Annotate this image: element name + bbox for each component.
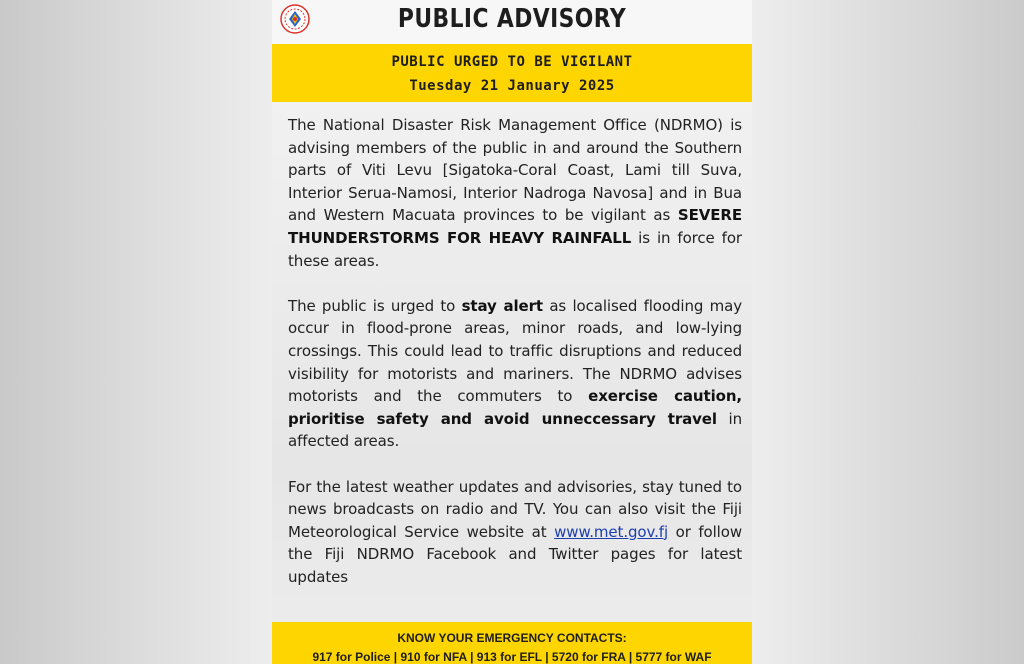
page-title: PUBLIC ADVISORY [397, 4, 627, 34]
paragraph-updates [288, 476, 742, 589]
paragraph2-text: The public is urged to [288, 296, 462, 315]
advisory-body [288, 114, 742, 611]
headline: PUBLIC URGED TO BE VIGILANT [391, 54, 633, 70]
advisory-header [272, 0, 752, 44]
advisory-date: Tuesday 21 January 2025 [409, 78, 615, 94]
warning-highlight: SEVERE THUNDERSTORMS FOR HEAVY RAINFALL [288, 206, 742, 247]
paragraph3-text: For the latest weather updates and advisories, stay tuned to news broadcasts on radio and TV. You can also visit the Fiji Meteorological Service website at [288, 477, 742, 541]
met-website-link[interactable]: www.met.gov.fj [554, 522, 669, 541]
headline-banner [272, 44, 752, 102]
contacts-heading: KNOW YOUR EMERGENCY CONTACTS: [397, 631, 627, 645]
stay-alert-highlight: stay alert [461, 296, 543, 315]
contacts-list: 917 for Police | 910 for NFA | 913 for EFL | 5720 for FRA | 5777 for WAF [312, 650, 712, 664]
paragraph2-text-mid: as localised flooding may occur in flood-prone areas, minor roads, and low-lying crossings. This could lead to traffic disruptions and reduced visibility for motorists and mariners. The NDRMO advises motorists and the commuters to [288, 296, 742, 406]
paragraph-warning [288, 114, 742, 272]
caution-highlight: exercise caution, prioritise safety and avoid unneccessary travel [288, 387, 742, 428]
paragraph1-text: The National Disaster Risk Management Office (NDRMO) is advising members of the public in and around the Southern parts of Viti Levu [Sigatoka-Coral Coast, Lami till Suva, Interior Serua-Namosi, Interior Nadroga Navosa] and in Bua and Western Macuata provinces to be vigilant as [288, 116, 742, 225]
paragraph-alert [288, 295, 742, 453]
paragraph1-text-end: is in force for these areas. [288, 228, 742, 270]
ndrmo-logo-icon [280, 4, 310, 34]
paragraph2-text-end: in affected areas. [288, 409, 742, 451]
emergency-contacts-footer [272, 622, 752, 664]
paragraph3-text-end: or follow the Fiji NDRMO Facebook and Twitter pages for latest updates [288, 522, 742, 586]
advisory-poster [272, 0, 752, 664]
